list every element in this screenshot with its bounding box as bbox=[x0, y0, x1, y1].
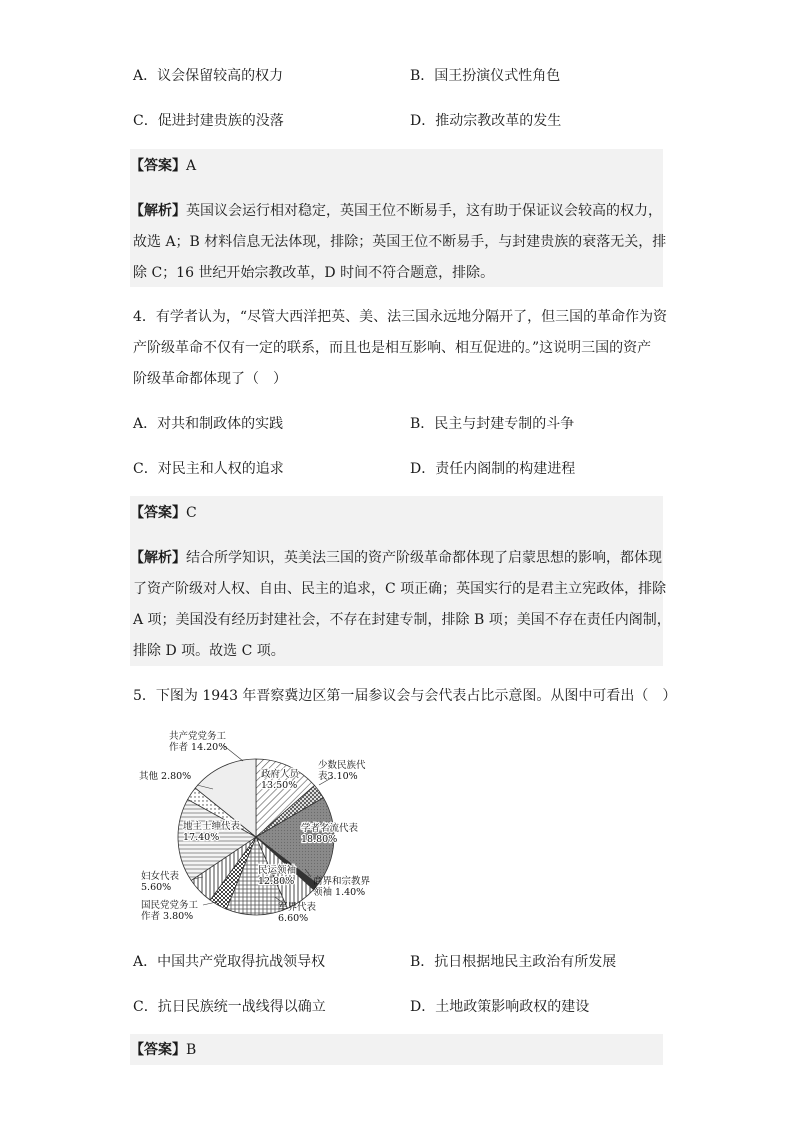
q3-option-d: D．推动宗教改革的发生 bbox=[410, 113, 562, 129]
q4-analysis-line4: 排除 D 项。故选 C 项。 bbox=[133, 643, 285, 659]
q5-answer bbox=[130, 1040, 196, 1060]
q3-option-c: C．促进封建贵族的没落 bbox=[133, 113, 284, 129]
pie-label-scholar-1: 18.80% bbox=[301, 834, 338, 845]
q3-answer bbox=[130, 156, 196, 176]
q5-option-b: B．抗日根据地民主政治有所发展 bbox=[410, 954, 617, 970]
pie-label-other-0: 其他 2.80% bbox=[139, 771, 192, 782]
pie-label-business-1: 领袖 1.40% bbox=[313, 887, 366, 898]
q3-analysis-line1 bbox=[130, 201, 662, 221]
pie-label-women-1: 5.60% bbox=[141, 882, 172, 893]
q4-analysis-line1 bbox=[130, 548, 662, 568]
q4-option-a: A．对共和制政体的实践 bbox=[133, 416, 284, 432]
pie-label-landlord-0: 地主士绅代表 bbox=[183, 821, 241, 832]
analysis-tag: 【解析】 bbox=[130, 550, 186, 566]
answer-value: B bbox=[186, 1042, 197, 1058]
q5-option-d: D．土地政策影响政权的建设 bbox=[410, 999, 590, 1015]
pie-label-army-1: 6.60% bbox=[278, 913, 309, 924]
q4-answer bbox=[130, 503, 197, 523]
q3-analysis-line3: 除 C；16 世纪开始宗教改革，D 时间不符合题意，排除。 bbox=[133, 265, 495, 281]
q4-option-c: C．对民主和人权的追求 bbox=[133, 461, 284, 477]
pie-label-ccp-0: 共产党党务工 bbox=[169, 731, 227, 742]
answer-value: C bbox=[186, 505, 197, 521]
q3-analysis-line2: 故选 A；B 材料信息无法体现，排除；英国王位不断易手，与封建贵族的衰落无关，排 bbox=[133, 234, 667, 250]
q4-stem-line1: 4．有学者认为，“尽管大西洋把英、美、法三国永远地分隔开了，但三国的革命作为资 bbox=[133, 309, 668, 325]
pie-label-ccp-1: 作者 14.20% bbox=[169, 742, 228, 753]
answer-tag: 【答案】 bbox=[130, 158, 186, 174]
analysis-text: 英国议会运行相对稳定，英国王位不断易手，这有助于保证议会较高的权力， bbox=[186, 203, 662, 219]
pie-label-kmt-0: 国民党党务工 bbox=[141, 900, 199, 911]
q4-analysis-line2: 了资产阶级对人权、自由、民主的追求，C 项正确；英国实行的是君主立宪政体，排除 bbox=[133, 581, 667, 597]
pie-label-gov-0: 政府人员 bbox=[261, 769, 300, 780]
analysis-text: 结合所学知识，英美法三国的资产阶级革命都体现了启蒙思想的影响，都体现 bbox=[186, 550, 662, 566]
answer-tag: 【答案】 bbox=[130, 505, 186, 521]
analysis-tag: 【解析】 bbox=[130, 203, 186, 219]
pie-label-minority-1: 表3.10% bbox=[318, 771, 358, 782]
pie-label-landlord-1: 17.40% bbox=[183, 832, 220, 843]
pie-label-army-0: 军界代表 bbox=[278, 902, 317, 913]
pie-label-minority-0: 少数民族代 bbox=[318, 760, 366, 771]
q4-stem-line3: 阶级革命都体现了（ ） bbox=[133, 371, 287, 387]
pie-chart bbox=[133, 727, 393, 927]
pie-label-women-0: 妇女代表 bbox=[141, 871, 180, 882]
leader-line-6 bbox=[223, 745, 243, 761]
pie-label-business-0: 商界和宗教界 bbox=[313, 876, 371, 887]
q4-option-d: D．责任内阁制的构建进程 bbox=[410, 461, 576, 477]
q5-option-c: C．抗日民族统一战线得以确立 bbox=[133, 999, 326, 1015]
answer-value: A bbox=[186, 158, 197, 174]
pie-label-gov-1: 13.50% bbox=[261, 780, 298, 791]
q5-option-a: A．中国共产党取得抗战领导权 bbox=[133, 954, 326, 970]
pie-label-kmt-1: 作者 3.80% bbox=[141, 911, 194, 922]
q3-option-a: A．议会保留较高的权力 bbox=[133, 68, 284, 84]
q4-analysis-line3: A 项；美国没有经历封建社会，不存在封建专制，排除 B 项；美国不存在责任内阁制， bbox=[133, 612, 671, 628]
pie-label-mass-1: 12.80% bbox=[258, 876, 295, 887]
q4-option-b: B．民主与封建专制的斗争 bbox=[410, 416, 575, 432]
q5-stem-line1: 5．下图为 1943 年晋察冀边区第一届参议会与会代表占比示意图。从图中可看出（ ） bbox=[133, 688, 677, 704]
q4-stem-line2: 产阶级革命不仅有一定的联系，而且也是相互影响、相互促进的。”这说明三国的资产 bbox=[133, 340, 652, 356]
q3-option-b: B．国王扮演仪式性角色 bbox=[410, 68, 561, 84]
pie-label-scholar-0: 学者名流代表 bbox=[301, 823, 359, 834]
pie-label-mass-0: 民运领袖 bbox=[258, 865, 297, 876]
answer-tag: 【答案】 bbox=[130, 1042, 186, 1058]
q5-answer-block bbox=[130, 1034, 663, 1065]
